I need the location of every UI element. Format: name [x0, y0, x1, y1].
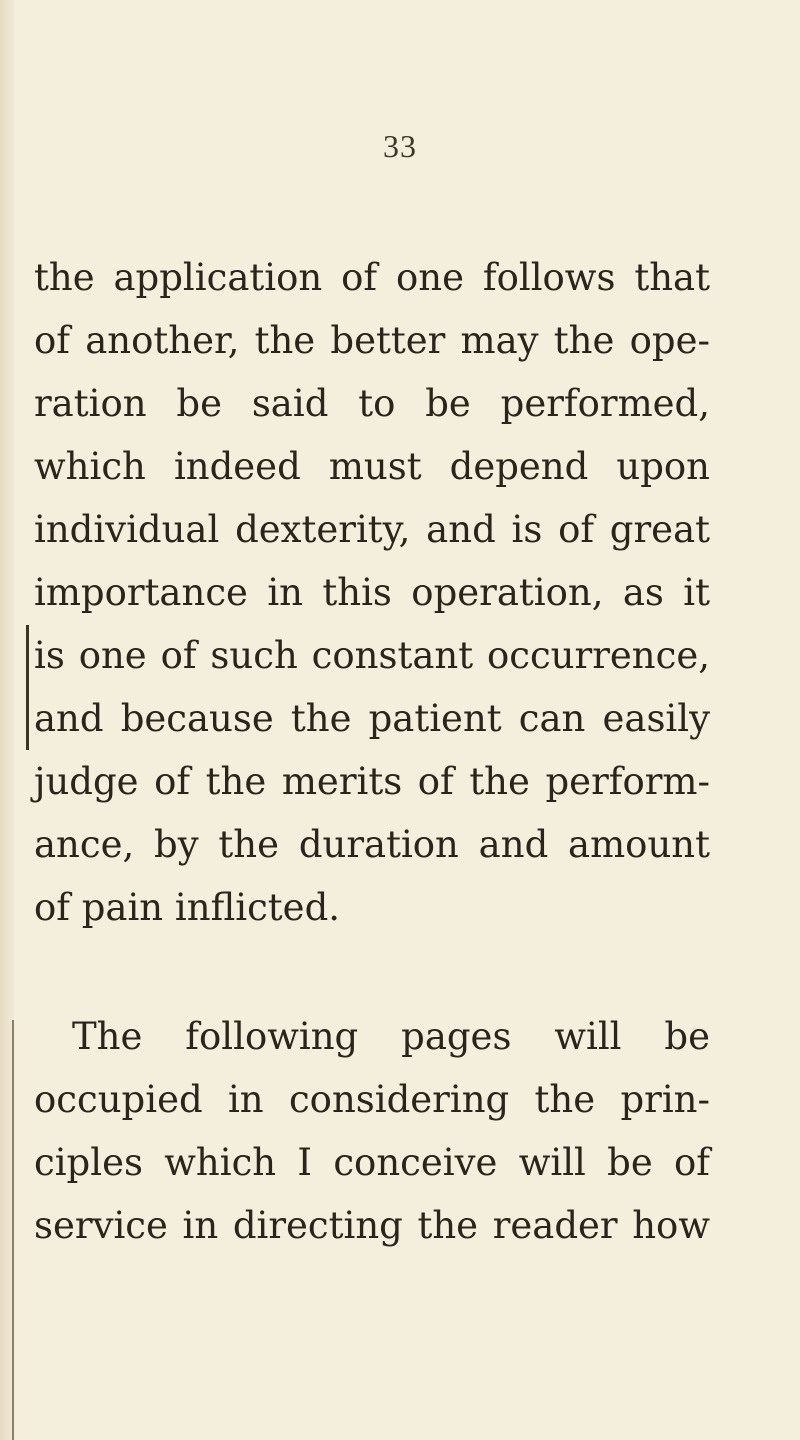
paragraph-gap — [34, 939, 710, 1005]
text-line: the application of one follows that — [34, 256, 710, 299]
text-line: ciples which I conceive will be of — [34, 1141, 710, 1184]
page-number: 33 — [383, 128, 417, 164]
binding-shadow-line-lower — [12, 1020, 14, 1440]
text-line: which indeed must depend upon — [34, 445, 710, 488]
text-line: ration be said to be performed, — [34, 382, 710, 425]
text-line: and because the patient can easily — [34, 697, 710, 740]
body-text — [34, 246, 710, 1257]
text-line: judge of the merits of the perform- — [34, 760, 710, 803]
text-line: is one of such constant occurrence, — [34, 634, 710, 677]
paragraph-continuation — [34, 246, 710, 939]
text-line: service in directing the reader how — [34, 1204, 710, 1247]
paragraph-following-pages — [34, 1005, 710, 1257]
text-line: importance in this operation, as it — [34, 571, 710, 614]
text-line: ance, by the duration and amount — [34, 823, 710, 866]
text-line: occupied in considering the prin- — [34, 1078, 710, 1121]
text-line: individual dexterity, and is of great — [34, 508, 710, 551]
text-line: The following pages will be — [72, 1015, 710, 1058]
text-line: of another, the better may the ope- — [34, 319, 710, 362]
text-line: of pain inflicted. — [34, 886, 341, 929]
binding-shadow-line — [26, 625, 29, 750]
